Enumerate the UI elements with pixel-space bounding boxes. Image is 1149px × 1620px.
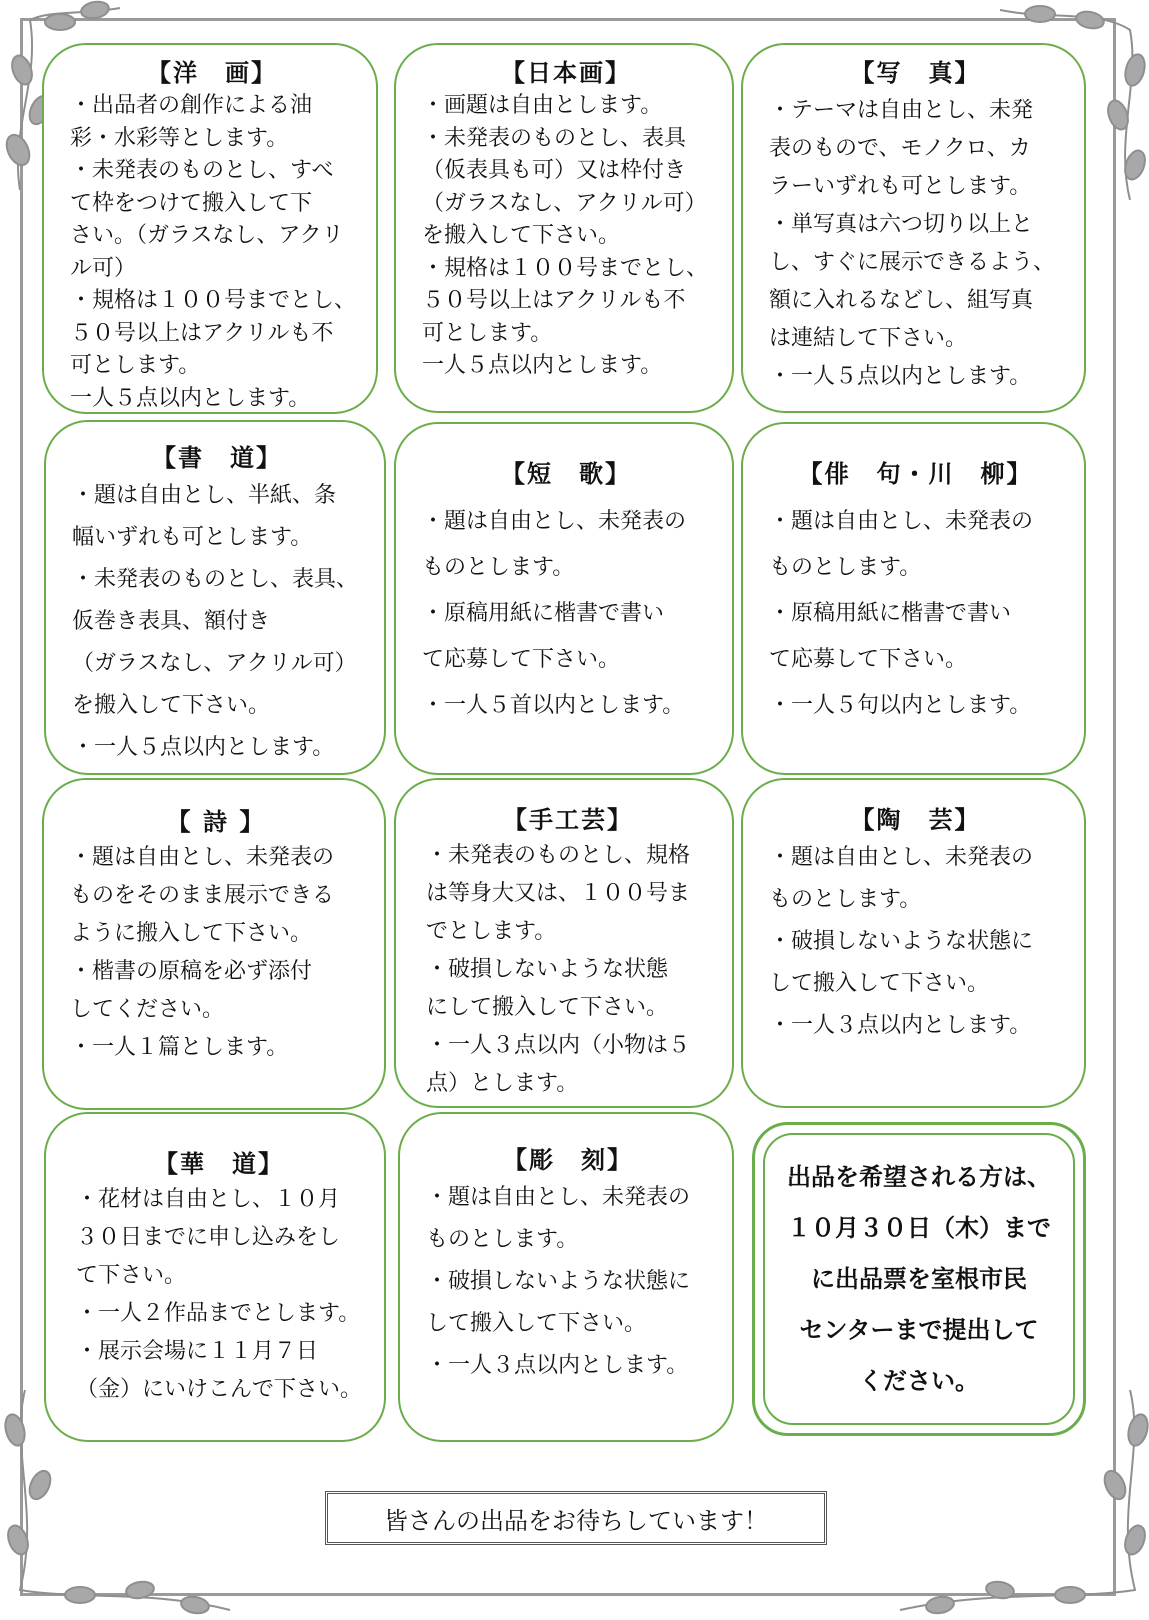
section-line: て応募して下さい。 [422, 647, 621, 672]
section-line: でとします。 [426, 919, 557, 944]
section-line: （仮表具も可）又は枠付き [422, 158, 687, 183]
section-line: ・題は自由とし、未発表の [769, 509, 1034, 534]
section-line: ・未発表のものとし、すべ [70, 158, 334, 183]
section-card-shodo [44, 420, 386, 775]
section-line: ・テーマは自由とし、未発 [769, 98, 1034, 123]
section-line: は連結して下さい。 [769, 326, 968, 351]
section-line: ものとします。 [769, 887, 922, 912]
section-line: て応募して下さい。 [769, 647, 968, 672]
section-line: ・規格は１００号までとし、 [70, 288, 357, 313]
section-line: ・原稿用紙に楷書で書い [422, 601, 665, 626]
section-line: て枠をつけて搬入して下 [70, 190, 313, 216]
section-line: ・単写真は六つ切り以上と [769, 212, 1034, 237]
section-line: さい。（ガラスなし、アクリ [70, 223, 344, 248]
section-line: ように搬入して下さい。 [70, 921, 313, 946]
section-line: 点）とします。 [426, 1071, 579, 1096]
section-line: ものをそのまま展示できる [70, 883, 335, 908]
section-line: ラーいずれも可とします。 [769, 174, 1032, 199]
section-line: ・画題は自由とします。 [422, 93, 663, 118]
section-card-nihonga [394, 43, 734, 413]
section-line: し、すぐに展示できるよう、 [769, 250, 1056, 275]
section-line: ・楷書の原稿を必ず添付 [70, 959, 313, 984]
section-line: ・一人２作品までとします。 [76, 1301, 361, 1326]
section-line: を搬入して下さい。 [422, 223, 621, 248]
section-line: ・規格は１００号までとし、 [422, 255, 709, 281]
section-line: ル可） [70, 255, 137, 281]
section-title: 【短 歌】 [501, 460, 631, 488]
section-line: ・一人５句以内とします。 [769, 693, 1032, 718]
notice-text [787, 1152, 1051, 1407]
section-title: 【日本画】 [501, 59, 631, 87]
notice-line: センターまで提出して [799, 1315, 1039, 1344]
section-line: 仮巻き表具、額付き [72, 609, 271, 634]
section-line: 可とします。 [422, 320, 553, 346]
section-line: ・題は自由とし、未発表の [769, 845, 1034, 870]
section-line: ものとします。 [426, 1227, 579, 1252]
section-line: ・一人３点以内（小物は５ [426, 1033, 691, 1058]
section-line: を搬入して下さい。 [72, 693, 271, 718]
section-line: して搬入して下さい。 [426, 1311, 647, 1336]
section-line: ・一人３点以内とします。 [769, 1013, 1032, 1038]
section-card-poem [42, 778, 386, 1110]
section-line: ・花材は自由とし、１０月 [76, 1187, 341, 1212]
section-title: 【彫 刻】 [503, 1146, 633, 1174]
section-line: 可とします。 [70, 353, 201, 378]
submission-notice [752, 1122, 1086, 1436]
notice-line: １０月３０日（木）まで [787, 1213, 1051, 1242]
section-title: 【洋 画】 [147, 59, 277, 87]
section-card-sculpture [398, 1112, 734, 1442]
section-card-kado [44, 1112, 386, 1442]
section-line: にして搬入して下さい。 [426, 995, 669, 1020]
section-line: ・一人５首以内とします。 [422, 693, 685, 718]
notice-line: 出品を希望される方は、 [787, 1162, 1051, 1191]
section-line: ・破損しないような状態に [426, 1269, 691, 1294]
section-line: ・一人１篇とします。 [70, 1035, 289, 1060]
section-line: ５０号以上はアクリルも不 [70, 320, 334, 346]
section-line: ３０日までに申し込みをし [76, 1225, 341, 1250]
section-line: 幅いずれも可とします。 [72, 525, 313, 550]
section-card-photo [741, 43, 1086, 413]
section-card-ceramics [741, 778, 1086, 1108]
section-line: ・未発表のものとし、規格 [426, 843, 691, 868]
section-card-handicraft [394, 778, 734, 1108]
section-line: ・未発表のものとし、表具 [422, 125, 687, 151]
section-line: してください。 [70, 997, 225, 1022]
section-line: して搬入して下さい。 [769, 971, 990, 996]
section-title: 【 詩 】 [166, 808, 266, 836]
section-line: ・一人５点以内とします。 [769, 364, 1032, 389]
section-line: 彩・水彩等とします。 [70, 125, 289, 151]
notice-line: ください。 [859, 1366, 979, 1395]
section-line: ・展示会場に１１月７日 [76, 1339, 319, 1364]
section-line: ・一人５点以内とします。 [72, 735, 335, 760]
section-line: ものとします。 [422, 555, 575, 580]
section-line: ・出品者の創作による油 [70, 93, 313, 118]
section-line: 表のもので、モノクロ、カ [769, 136, 1031, 161]
section-line: て下さい。 [76, 1263, 187, 1288]
section-card-yoga [42, 43, 378, 414]
section-title: 【手工芸】 [503, 806, 633, 834]
section-line: ・題は自由とし、未発表の [70, 845, 335, 870]
section-line: は等身大又は、１００号ま [426, 881, 691, 906]
section-line: （金）にいけこんで下さい。 [76, 1377, 363, 1402]
section-line: 額に入れるなどし、組写真 [769, 288, 1034, 313]
notice-line: に出品票を室根市民 [811, 1264, 1027, 1293]
section-title: 【俳 句・川 柳】 [798, 460, 1033, 488]
section-card-tanka [394, 422, 734, 775]
section-line: ・題は自由とし、半紙、条 [72, 483, 337, 508]
section-line: ・題は自由とし、未発表の [426, 1185, 691, 1210]
section-line: ５０号以上はアクリルも不 [422, 288, 686, 313]
section-title: 【書 道】 [152, 444, 282, 472]
section-line: ものとします。 [769, 555, 922, 580]
section-line: ・未発表のものとし、表具、 [72, 567, 359, 592]
section-line: ・原稿用紙に楷書で書い [769, 601, 1012, 626]
footer-message: 皆さんの出品をお待ちしています！ [325, 1491, 827, 1545]
section-line: ・題は自由とし、未発表の [422, 509, 687, 534]
section-line: （ガラスなし、アクリル可） [72, 651, 357, 676]
section-title: 【陶 芸】 [850, 806, 981, 834]
section-card-haiku-senryu [741, 422, 1086, 775]
section-line: ・破損しないような状態 [426, 957, 669, 982]
section-line: 一人５点以内とします。 [422, 353, 663, 378]
section-title: 【写 真】 [850, 59, 981, 87]
section-line: ・一人３点以内とします。 [426, 1353, 689, 1378]
section-line: （ガラスなし、アクリル可） [422, 190, 707, 216]
section-title: 【華 道】 [154, 1150, 284, 1178]
section-line: ・破損しないような状態に [769, 929, 1034, 954]
section-line: 一人５点以内とします。 [70, 385, 311, 411]
